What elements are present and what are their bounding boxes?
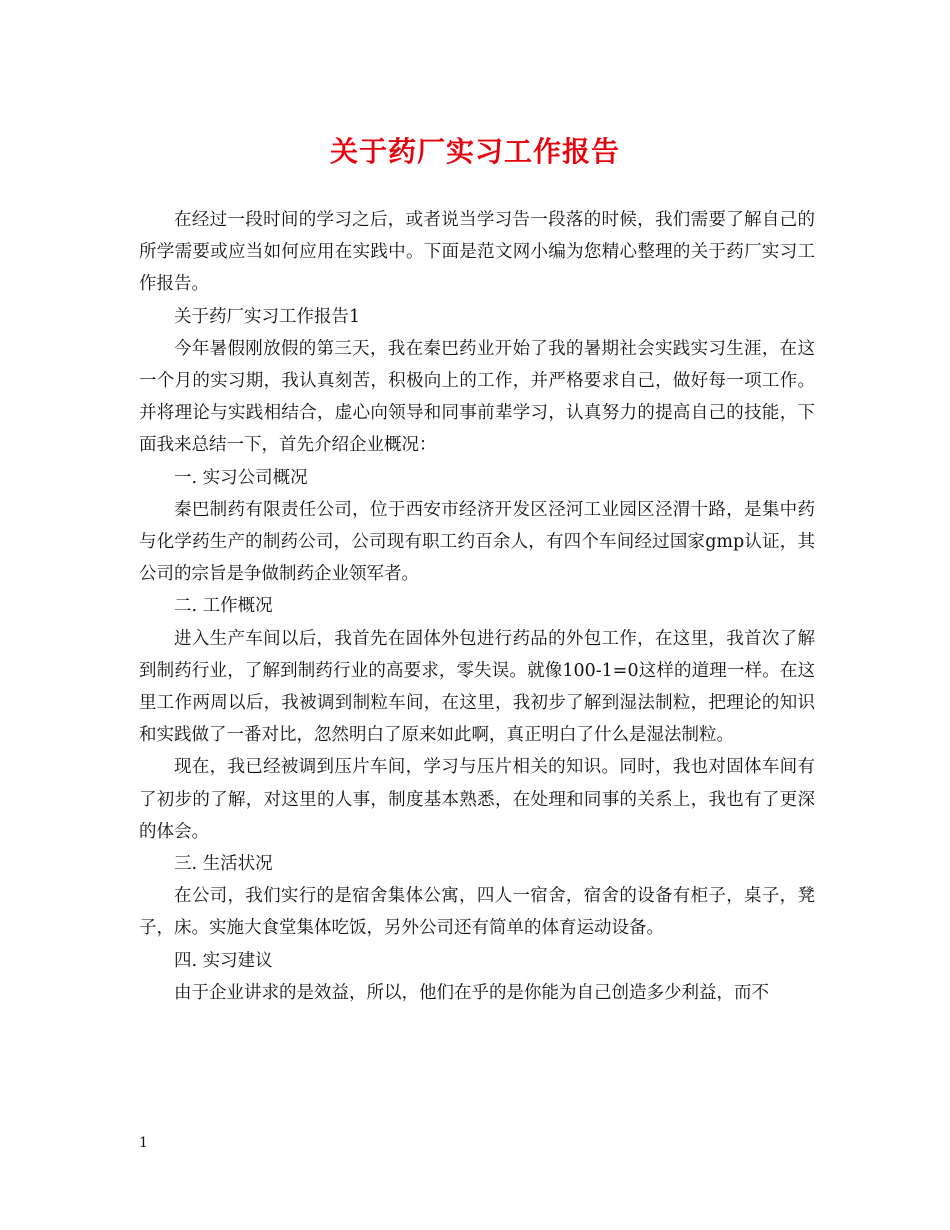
paragraph-intro: 在经过一段时间的学习之后，或者说当学习告一段落的时候，我们需要了解自己的所学需要或应当如何应用在实践中。下面是范文网小编为您精心整理的关于药厂实习工作报告。 <box>139 210 815 295</box>
paragraph-company-overview: 秦巴制药有限责任公司，位于西安市经济开发区泾河工业园区泾渭十路，是集中药与化学药生产的制药公司，公司现有职工约百余人，有四个车间经过国家gmp认证，其公司的宗旨是争做制药企业领军者。 <box>139 499 815 585</box>
section-heading-work-overview: 二. 工作概况 <box>174 596 273 617</box>
paragraph-work-overview: 进入生产车间以后，我首先在固体外包进行药品的外包工作，在这里，我首次了解到制药行业，了解到制药行业的高要求，零失误。就像100-1=0这样的道理一样。在这里工作两周以后，我被调到制粒车间，在这里，我初步了解到湿法制粒，把理论的知识和实践做了一番对比，忽然明白了原来如此啊，真正明白了什么是湿法制粒。 <box>139 628 815 746</box>
section-heading-suggestions: 四. 实习建议 <box>174 950 273 971</box>
section-heading-report-1: 关于药厂实习工作报告1 <box>174 306 361 327</box>
paragraph-summer-internship: 今年暑假刚放假的第三天，我在秦巴药业开始了我的暑期社会实践实习生涯，在这一个月的实习期，我认真刻苦，积极向上的工作，并严格要求自己，做好每一项工作。并将理论与实践相结合，虚心向领导和同事前辈学习，认真努力的提高自己的技能，下面我来总结一下，首先介绍企业概况： <box>139 338 815 456</box>
section-heading-company-overview: 一. 实习公司概况 <box>174 467 308 488</box>
section-heading-living-status: 三. 生活状况 <box>174 854 273 875</box>
page-number: 1 <box>139 1135 148 1151</box>
document-body <box>139 204 815 1009</box>
paragraph-suggestions: 由于企业讲求的是效益，所以，他们在乎的是你能为自己创造多少利益，而不 <box>174 982 769 1003</box>
paragraph-living-status: 在公司，我们实行的是宿舍集体公寓，四人一宿舍，宿舍的设备有柜子，桌子，凳子，床。实施大食堂集体吃饭，另外公司还有简单的体育运动设备。 <box>139 886 815 939</box>
paragraph-current-work: 现在，我已经被调到压片车间，学习与压片相关的知识。同时，我也对固体车间有了初步的了解，对这里的人事，制度基本熟悉，在处理和同事的关系上，我也有了更深的体会。 <box>139 757 815 842</box>
document-title: 关于药厂实习工作报告 <box>329 135 620 168</box>
